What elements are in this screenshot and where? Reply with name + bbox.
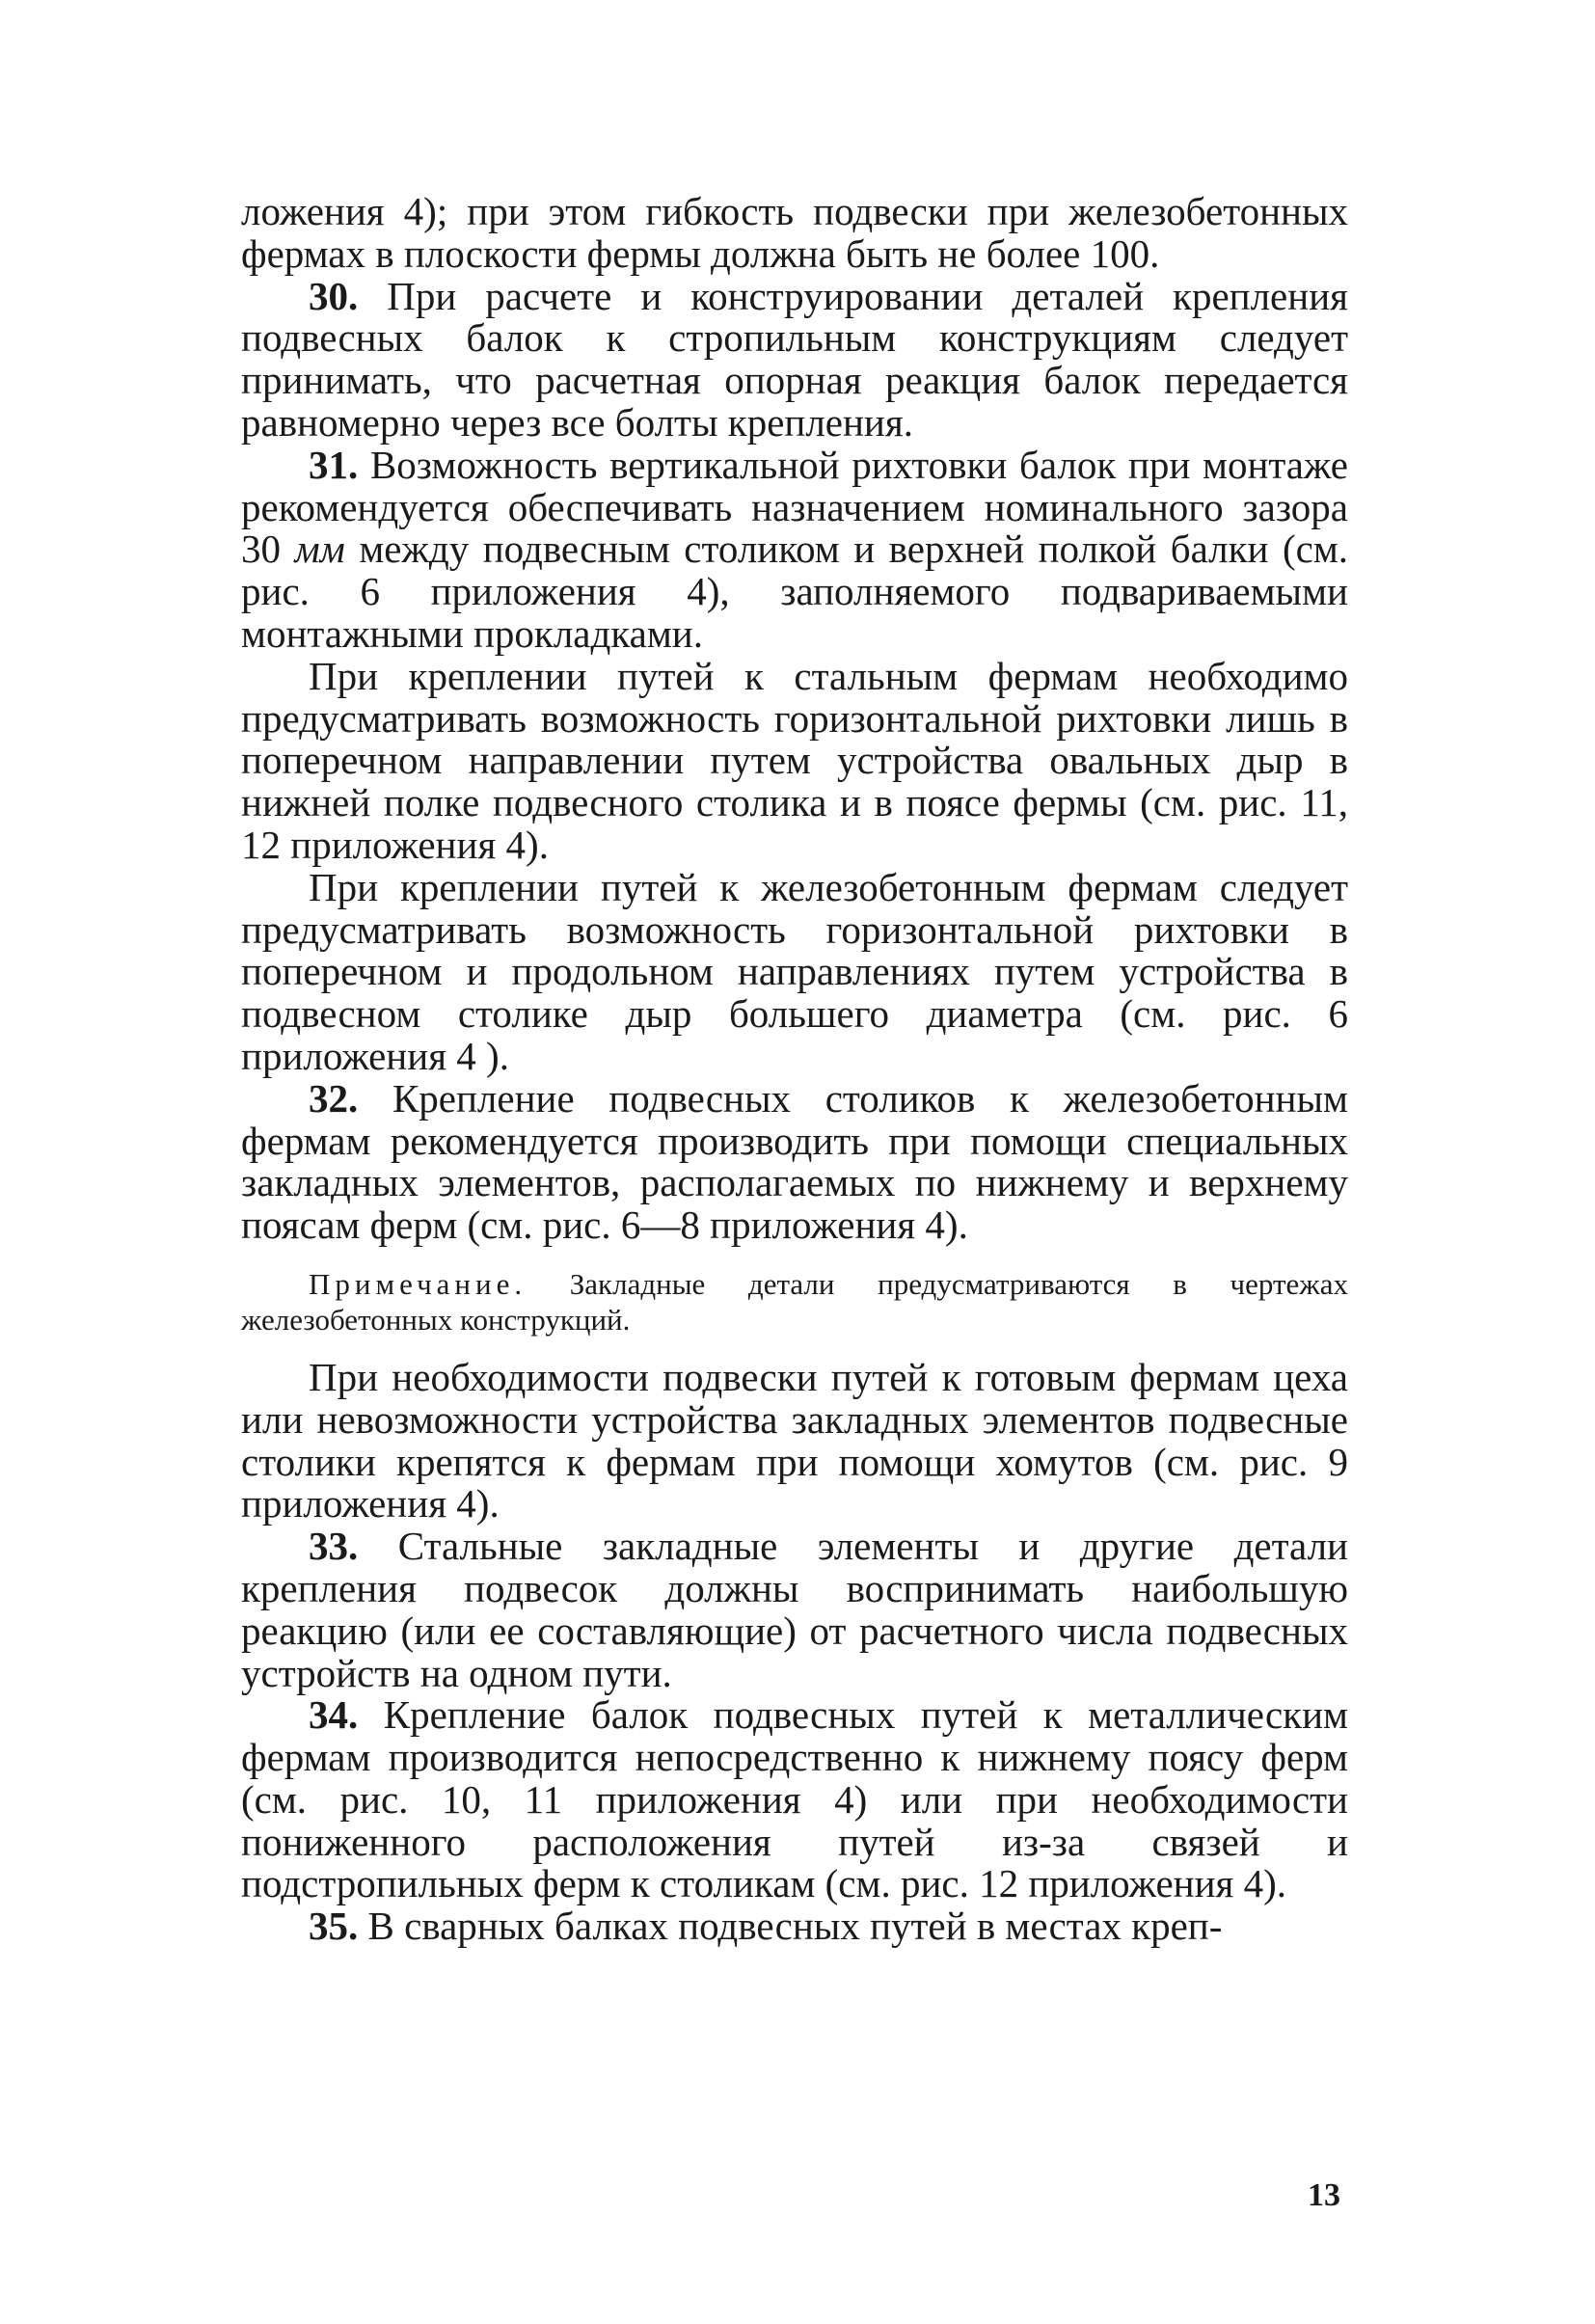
section-number: 33. xyxy=(309,1524,359,1569)
unit-mm: мм xyxy=(294,527,345,572)
paragraph-steel-trusses: При креплении путей к стальным фермам необходимо предусматривать возможность горизонтальной рихтовки лишь в поперечном направлении путем устройства овальных дыр в нижней полке подвесного столика и в поясе фермы (см. рис. 11, 12 приложения 4). xyxy=(241,653,1348,867)
section-34 xyxy=(241,1694,1348,1905)
section-31 xyxy=(241,442,1349,656)
section-32 xyxy=(241,1075,1348,1248)
section-text: Крепление балок подвесных путей к металлическим фермам производится непосредственно к нижнему поясу ферм (см. рис. 10, 11 приложения 4) или при необходимости пониженного расположения путей из-за связей и подстропильных ферм к столикам (см. рис. 12 приложения 4). xyxy=(241,1692,1348,1906)
section-text: В сварных балках подвесных путей в местах креп- xyxy=(358,1904,1223,1949)
note-text: Закладные детали предусматриваются в чертежах железобетонных конструкций. xyxy=(241,1266,1348,1337)
section-text: Возможность вертикальной рихтовки балок при монтаже рекомендуется обеспечивать назначением номинального зазора 30 xyxy=(241,442,1348,572)
section-30 xyxy=(241,273,1348,445)
section-text: между подвесным столиком и верхней полкой балки (см. рис. 6 приложения 4), заполняемого подвариваемыми монтажными прокладками. xyxy=(241,527,1349,656)
paragraph-continuation: ложения 4); при этом гибкость подвески при железобетонных фермах в плоскости фермы должна быть не более 100. xyxy=(241,189,1348,276)
page-number: 13 xyxy=(1308,2177,1340,2213)
section-number: 35. xyxy=(309,1904,359,1949)
section-number: 32. xyxy=(309,1075,359,1121)
note-label: Примечание. xyxy=(309,1266,527,1301)
section-text: Крепление подвесных столиков к железобетонным фермам рекомендуется производить при помощи специальных закладных элементов, располагаемых по нижнему и верхнему поясам ферм (см. рис. 6—8 приложения 4). xyxy=(241,1075,1348,1248)
section-number: 34. xyxy=(309,1692,359,1738)
section-number: 30. xyxy=(309,273,359,318)
paragraph-clamps: При необходимости подвески путей к готовым фермам цеха или невозможности устройства закладных элементов подвесные столики крепятся к фермам при помощи хомутов (см. рис. 9 приложения 4). xyxy=(241,1354,1348,1527)
note xyxy=(241,1266,1348,1338)
section-number: 31. xyxy=(309,442,359,487)
paragraph-concrete-trusses: При креплении путей к железобетонным фермам следует предусматривать возможность горизонтальной рихтовки в поперечном и продольном направлениях путем устройства в подвесном столике дыр большего диаметра (см. рис. 6 приложения 4 ). xyxy=(241,864,1348,1078)
section-text: Стальные закладные элементы и другие детали крепления подвесок должны воспринимать наибольшую реакцию (или ее составляющие) от расчетного числа подвесных устройств на одном пути. xyxy=(241,1524,1348,1695)
section-35 xyxy=(241,1905,1348,1948)
section-33 xyxy=(241,1526,1348,1694)
section-text: При расчете и конструировании деталей крепления подвесных балок к стропильным конструкциям следует принимать, что расчетная опорная реакция балок передается равномерно через все болты крепления. xyxy=(241,273,1348,445)
document-body xyxy=(241,191,1348,1948)
